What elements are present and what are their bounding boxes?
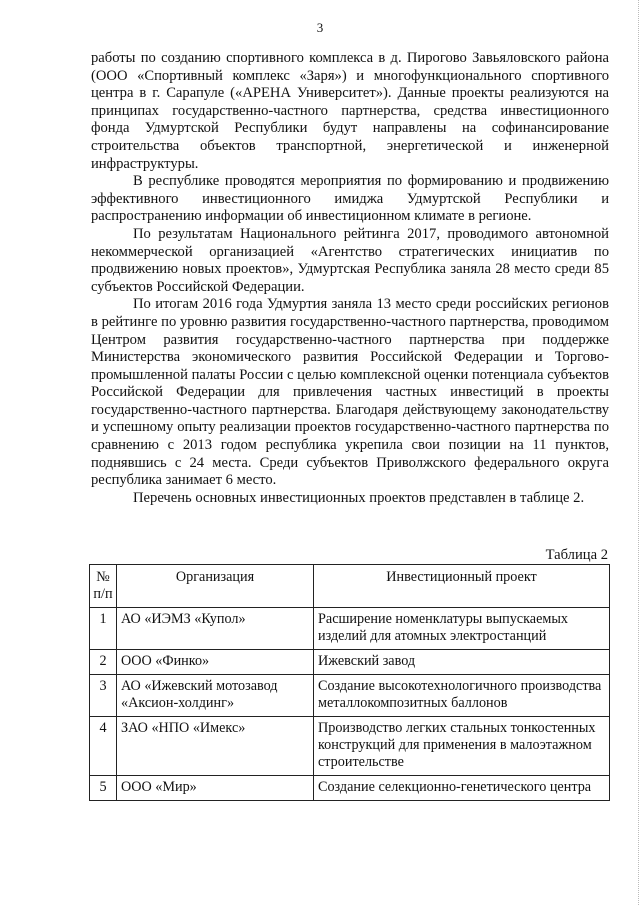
- row-organization: ЗАО «НПО «Имекс»: [117, 717, 314, 776]
- row-project: Создание селекционно-генетического центра: [314, 776, 610, 801]
- row-project: Создание высокотехнологичного производства металлокомпозитных баллонов: [314, 675, 610, 717]
- row-number: 5: [90, 776, 117, 801]
- row-number: 1: [90, 608, 117, 650]
- table-row: [90, 717, 610, 776]
- header-number-symbol: №: [96, 569, 110, 585]
- row-number: 2: [90, 650, 117, 675]
- row-organization: АО «ИЭМЗ «Купол»: [117, 608, 314, 650]
- paragraph: По итогам 2016 года Удмуртия заняла 13 место среди российских регионов в рейтинге по уровню развития государственно-частного партнерства, проводимом Центром развития государственно-частного партнерства при поддержке Министерства экономического развития Российской Федерации и Торгово-промышленной палаты России с целью комплексной оценки потенциала субъектов Российской Федерации для привлечения частных инвестиций в проекты государственно-частного партнерства. Благодаря действующему законодательству и успешному опыту реализации проектов государственно-частного партнерства по сравнению с 2013 годом республика укрепила свои позиции на 11 пунктов, поднявшись с 24 места. Среди субъектов Приволжского федерального округа республика занимает 6 место.: [91, 296, 609, 489]
- row-project: Расширение номенклатуры выпускаемых изделий для атомных электростанций: [314, 608, 610, 650]
- row-organization: АО «Ижевский мотозавод «Аксион-холдинг»: [117, 675, 314, 717]
- paragraph: работы по созданию спортивного комплекса в д. Пирогово Завьяловского района (ООО «Спортивный комплекс «Заря») и многофункционального спортивного центра в г. Сарапуле («АРЕНА Университет»). Данные проекты реализуются на принципах государственно-частного партнерства, средства инвестиционного фонда Удмуртской Республики будут направлены на софинансирование строительства объектов транспортной, энергетической и инженерной инфраструктуры.: [91, 50, 609, 172]
- paragraph: Перечень основных инвестиционных проектов представлен в таблице 2.: [133, 489, 585, 506]
- row-project: Производство легких стальных тонкостенных конструкций для применения в малоэтажном строительстве: [314, 717, 610, 776]
- investment-projects-table: [89, 564, 610, 801]
- row-number: 3: [90, 675, 117, 717]
- row-number: 4: [90, 717, 117, 776]
- row-organization: ООО «Финко»: [117, 650, 314, 675]
- header-organization: Организация: [117, 565, 314, 608]
- table-row: [90, 776, 610, 801]
- table-header-row: [90, 565, 610, 608]
- header-project: Инвестиционный проект: [314, 565, 610, 608]
- table-row: [90, 608, 610, 650]
- header-number: [90, 565, 117, 608]
- table-row: [90, 675, 610, 717]
- paragraph: В республике проводятся мероприятия по формированию и продвижению эффективного инвестиционного имиджа Удмуртской Республики и распространению информации об инвестиционном климате в регионе.: [91, 173, 609, 225]
- row-project: Ижевский завод: [314, 650, 610, 675]
- page-number: 3: [316, 20, 324, 35]
- body-text: [91, 50, 609, 507]
- row-organization: ООО «Мир»: [117, 776, 314, 801]
- paragraph: По результатам Национального рейтинга 2017, проводимого автономной некоммерческой организацией «Агентство стратегических инициатив по продвижению новых проектов», Удмуртская Республика заняла 28 место среди 85 субъектов Российской Федерации.: [91, 225, 609, 295]
- header-number-abbr: п/п: [93, 586, 113, 602]
- table-row: [90, 650, 610, 675]
- page-edge-line: [637, 0, 639, 905]
- table-caption: Таблица 2: [545, 547, 608, 563]
